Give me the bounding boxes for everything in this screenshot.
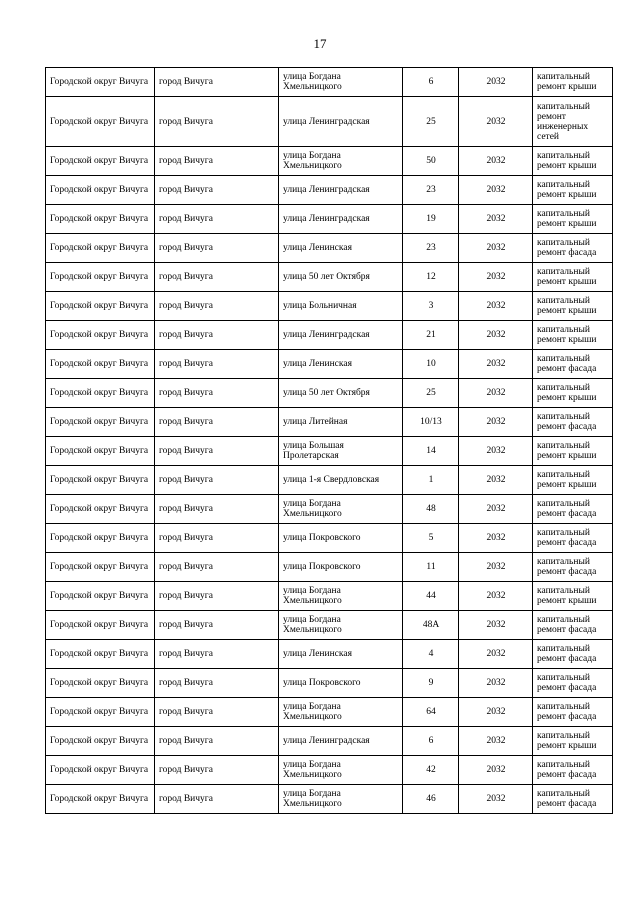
house-number-cell: 48 [403, 495, 459, 524]
year-cell: 2032 [459, 321, 533, 350]
table-row [46, 756, 613, 785]
work-type-cell: капитальный ремонт фасада [533, 350, 613, 379]
year-cell: 2032 [459, 640, 533, 669]
house-number-cell: 9 [403, 669, 459, 698]
table-row [46, 553, 613, 582]
work-type-cell: капитальный ремонт фасада [533, 611, 613, 640]
table-row [46, 321, 613, 350]
city-cell: город Вичуга [155, 263, 279, 292]
house-number-cell: 44 [403, 582, 459, 611]
city-cell: город Вичуга [155, 68, 279, 97]
work-type-cell: капитальный ремонт крыши [533, 205, 613, 234]
district-cell: Городской округ Вичуга [46, 437, 155, 466]
year-cell: 2032 [459, 727, 533, 756]
street-cell: улица Ленинская [279, 640, 403, 669]
house-number-cell: 50 [403, 147, 459, 176]
house-number-cell: 14 [403, 437, 459, 466]
table-row [46, 68, 613, 97]
house-number-cell: 6 [403, 727, 459, 756]
year-cell: 2032 [459, 292, 533, 321]
table-row [46, 97, 613, 147]
district-cell: Городской округ Вичуга [46, 553, 155, 582]
city-cell: город Вичуга [155, 582, 279, 611]
district-cell: Городской округ Вичуга [46, 321, 155, 350]
work-type-cell: капитальный ремонт крыши [533, 321, 613, 350]
city-cell: город Вичуга [155, 205, 279, 234]
page-number: 17 [313, 36, 327, 51]
street-cell: улица Ленинградская [279, 205, 403, 234]
work-type-cell: капитальный ремонт крыши [533, 147, 613, 176]
street-cell: улица Покровского [279, 524, 403, 553]
city-cell: город Вичуга [155, 611, 279, 640]
table-row [46, 234, 613, 263]
year-cell: 2032 [459, 582, 533, 611]
year-cell: 2032 [459, 68, 533, 97]
street-cell: улица Ленинградская [279, 97, 403, 147]
street-cell: улица Большая Пролетарская [279, 437, 403, 466]
year-cell: 2032 [459, 756, 533, 785]
work-type-cell: капитальный ремонт инженерных сетей [533, 97, 613, 147]
district-cell: Городской округ Вичуга [46, 147, 155, 176]
district-cell: Городской округ Вичуга [46, 611, 155, 640]
house-number-cell: 64 [403, 698, 459, 727]
year-cell: 2032 [459, 97, 533, 147]
city-cell: город Вичуга [155, 727, 279, 756]
house-number-cell: 25 [403, 379, 459, 408]
table-row [46, 176, 613, 205]
work-type-cell: капитальный ремонт крыши [533, 582, 613, 611]
street-cell: улица 50 лет Октября [279, 379, 403, 408]
district-cell: Городской округ Вичуга [46, 292, 155, 321]
street-cell: улица Ленинградская [279, 321, 403, 350]
work-type-cell: капитальный ремонт фасада [533, 640, 613, 669]
city-cell: город Вичуга [155, 785, 279, 814]
street-cell: улица 50 лет Октября [279, 263, 403, 292]
district-cell: Городской округ Вичуга [46, 669, 155, 698]
work-type-cell: капитальный ремонт крыши [533, 292, 613, 321]
table-row [46, 147, 613, 176]
street-cell: улица Ленинская [279, 234, 403, 263]
district-cell: Городской округ Вичуга [46, 205, 155, 234]
work-type-cell: капитальный ремонт фасада [533, 495, 613, 524]
table-row [46, 669, 613, 698]
district-cell: Городской округ Вичуга [46, 524, 155, 553]
year-cell: 2032 [459, 147, 533, 176]
year-cell: 2032 [459, 234, 533, 263]
city-cell: город Вичуга [155, 698, 279, 727]
work-type-cell: капитальный ремонт крыши [533, 437, 613, 466]
table-row [46, 350, 613, 379]
table-row [46, 205, 613, 234]
table-row [46, 466, 613, 495]
street-cell: улица Богдана Хмельницкого [279, 611, 403, 640]
district-cell: Городской округ Вичуга [46, 263, 155, 292]
city-cell: город Вичуга [155, 147, 279, 176]
year-cell: 2032 [459, 408, 533, 437]
year-cell: 2032 [459, 466, 533, 495]
table-row [46, 785, 613, 814]
district-cell: Городской округ Вичуга [46, 350, 155, 379]
work-type-cell: капитальный ремонт фасада [533, 524, 613, 553]
district-cell: Городской округ Вичуга [46, 234, 155, 263]
year-cell: 2032 [459, 524, 533, 553]
city-cell: город Вичуга [155, 350, 279, 379]
house-number-cell: 6 [403, 68, 459, 97]
house-number-cell: 21 [403, 321, 459, 350]
house-number-cell: 4 [403, 640, 459, 669]
house-number-cell: 1 [403, 466, 459, 495]
street-cell: улица Литейная [279, 408, 403, 437]
street-cell: улица Ленинградская [279, 176, 403, 205]
work-type-cell: капитальный ремонт крыши [533, 176, 613, 205]
work-type-cell: капитальный ремонт крыши [533, 68, 613, 97]
district-cell: Городской округ Вичуга [46, 698, 155, 727]
house-number-cell: 25 [403, 97, 459, 147]
house-number-cell: 12 [403, 263, 459, 292]
city-cell: город Вичуга [155, 756, 279, 785]
year-cell: 2032 [459, 437, 533, 466]
work-type-cell: капитальный ремонт крыши [533, 379, 613, 408]
work-type-cell: капитальный ремонт фасада [533, 408, 613, 437]
city-cell: город Вичуга [155, 669, 279, 698]
table-row [46, 524, 613, 553]
table-row [46, 437, 613, 466]
work-type-cell: капитальный ремонт фасада [533, 698, 613, 727]
year-cell: 2032 [459, 785, 533, 814]
street-cell: улица Богдана Хмельницкого [279, 698, 403, 727]
table-row [46, 698, 613, 727]
city-cell: город Вичуга [155, 408, 279, 437]
house-number-cell: 19 [403, 205, 459, 234]
table-row [46, 640, 613, 669]
year-cell: 2032 [459, 350, 533, 379]
district-cell: Городской округ Вичуга [46, 582, 155, 611]
table-row [46, 495, 613, 524]
district-cell: Городской округ Вичуга [46, 466, 155, 495]
house-number-cell: 5 [403, 524, 459, 553]
house-number-cell: 3 [403, 292, 459, 321]
street-cell: улица 1-я Свердловская [279, 466, 403, 495]
district-cell: Городской округ Вичуга [46, 756, 155, 785]
street-cell: улица Богдана Хмельницкого [279, 582, 403, 611]
year-cell: 2032 [459, 176, 533, 205]
year-cell: 2032 [459, 611, 533, 640]
street-cell: улица Богдана Хмельницкого [279, 756, 403, 785]
year-cell: 2032 [459, 698, 533, 727]
house-number-cell: 42 [403, 756, 459, 785]
year-cell: 2032 [459, 553, 533, 582]
street-cell: улица Покровского [279, 669, 403, 698]
house-number-cell: 10 [403, 350, 459, 379]
street-cell: улица Ленинская [279, 350, 403, 379]
work-type-cell: капитальный ремонт фасада [533, 756, 613, 785]
table-row [46, 408, 613, 437]
house-number-cell: 23 [403, 176, 459, 205]
table-row [46, 292, 613, 321]
city-cell: город Вичуга [155, 640, 279, 669]
year-cell: 2032 [459, 205, 533, 234]
work-type-cell: капитальный ремонт крыши [533, 727, 613, 756]
district-cell: Городской округ Вичуга [46, 97, 155, 147]
street-cell: улица Богдана Хмельницкого [279, 495, 403, 524]
street-cell: улица Ленинградская [279, 727, 403, 756]
work-type-cell: капитальный ремонт крыши [533, 263, 613, 292]
street-cell: улица Больничная [279, 292, 403, 321]
district-cell: Городской округ Вичуга [46, 785, 155, 814]
table-row [46, 727, 613, 756]
city-cell: город Вичуга [155, 234, 279, 263]
city-cell: город Вичуга [155, 553, 279, 582]
city-cell: город Вичуга [155, 176, 279, 205]
house-number-cell: 10/13 [403, 408, 459, 437]
district-cell: Городской округ Вичуга [46, 176, 155, 205]
district-cell: Городской округ Вичуга [46, 495, 155, 524]
work-type-cell: капитальный ремонт фасада [533, 785, 613, 814]
city-cell: город Вичуга [155, 437, 279, 466]
year-cell: 2032 [459, 669, 533, 698]
repair-registry-table [45, 67, 613, 814]
table-row [46, 379, 613, 408]
city-cell: город Вичуга [155, 524, 279, 553]
work-type-cell: капитальный ремонт фасада [533, 553, 613, 582]
table-row [46, 611, 613, 640]
district-cell: Городской округ Вичуга [46, 379, 155, 408]
table-body [46, 68, 613, 814]
year-cell: 2032 [459, 263, 533, 292]
district-cell: Городской округ Вичуга [46, 68, 155, 97]
city-cell: город Вичуга [155, 292, 279, 321]
district-cell: Городской округ Вичуга [46, 408, 155, 437]
street-cell: улица Богдана Хмельницкого [279, 147, 403, 176]
street-cell: улица Богдана Хмельницкого [279, 68, 403, 97]
year-cell: 2032 [459, 379, 533, 408]
city-cell: город Вичуга [155, 321, 279, 350]
work-type-cell: капитальный ремонт фасада [533, 234, 613, 263]
city-cell: город Вичуга [155, 495, 279, 524]
city-cell: город Вичуга [155, 466, 279, 495]
house-number-cell: 11 [403, 553, 459, 582]
street-cell: улица Покровского [279, 553, 403, 582]
street-cell: улица Богдана Хмельницкого [279, 785, 403, 814]
house-number-cell: 23 [403, 234, 459, 263]
city-cell: город Вичуга [155, 97, 279, 147]
year-cell: 2032 [459, 495, 533, 524]
table-row [46, 582, 613, 611]
district-cell: Городской округ Вичуга [46, 727, 155, 756]
district-cell: Городской округ Вичуга [46, 640, 155, 669]
house-number-cell: 48А [403, 611, 459, 640]
city-cell: город Вичуга [155, 379, 279, 408]
work-type-cell: капитальный ремонт крыши [533, 466, 613, 495]
table-row [46, 263, 613, 292]
house-number-cell: 46 [403, 785, 459, 814]
work-type-cell: капитальный ремонт фасада [533, 669, 613, 698]
